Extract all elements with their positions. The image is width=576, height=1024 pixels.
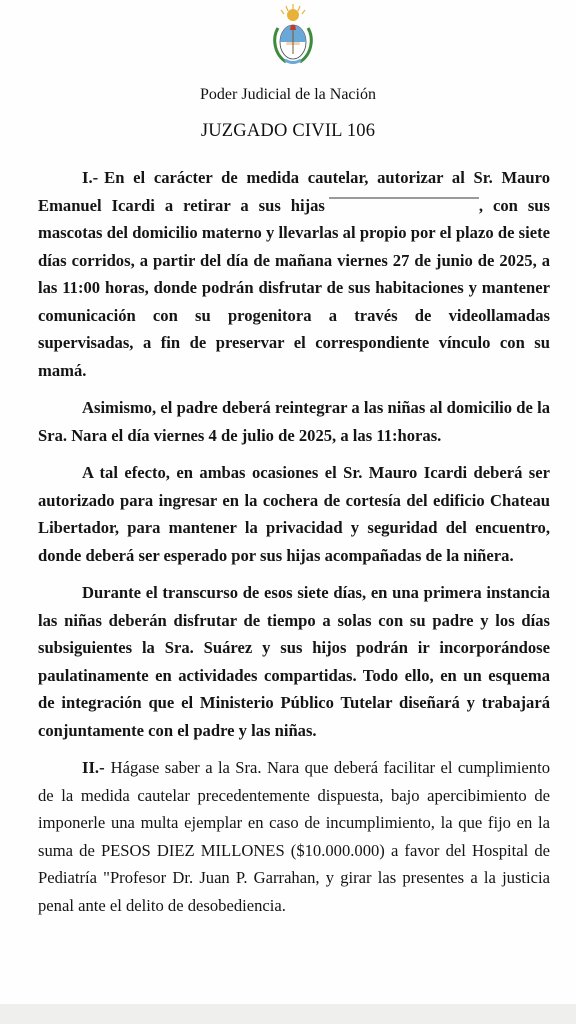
paragraph-1-text-before: En el carácter de medida cautelar, autorizar al Sr. Mauro Emanuel Icardi a retirar a sus hijas xyxy=(38,168,550,215)
paragraph-2: Asimismo, el padre deberá reintegrar a las niñas al domicilio de la Sra. Nara el día viernes 4 de julio de 2025, a las 11:horas. xyxy=(38,398,550,445)
paragraph-4: Durante el transcurso de esos siete días, en una primera instancia las niñas deberán disfrutar de tiempo a solas con su padre y los días subsiguientes la Sra. Suárez y sus hijos podrán ir incorporándose paulatinamente en actividades compartidas. Todo ello, en un esquema de integración que el Ministerio Público Tutelar diseñará y trabajará conjuntamente con el padre y las niñas. xyxy=(38,583,550,740)
paragraph-1 xyxy=(38,164,550,384)
redaction-mark xyxy=(329,197,479,213)
resolution-body xyxy=(38,164,550,929)
paragraph-5 xyxy=(38,754,550,919)
coat-of-arms-argentina-icon xyxy=(268,2,318,68)
paragraph-3: A tal efecto, en ambas ocasiones el Sr. Mauro Icardi deberá ser autorizado para ingresar en la cochera de cortesía del edificio Chateau Libertador, para mantener la privacidad y seguridad del encuentro, donde deberá ser esperado por sus hijas acompañadas de la niñera. xyxy=(38,463,550,565)
paragraph-5-text: Hágase saber a la Sra. Nara que deberá facilitar el cumplimiento de la medida cautelar precedentemente dispuesta, bajo apercibimiento de imponerle una multa ejemplar en caso de incumplimiento, la que fijo en la suma de PESOS DIEZ MILLONES ($10.000.000) a favor del Hospital de Pediatría "Profesor Dr. Juan P. Garrahan, y girar las presentes a la justicia penal ante el delito de desobediencia. xyxy=(38,758,550,915)
institution-title: Poder Judicial de la Nación xyxy=(200,86,376,103)
bottom-margin xyxy=(0,1004,576,1024)
court-title: JUZGADO CIVIL 106 xyxy=(200,121,376,141)
section-heading-1: I.- xyxy=(82,168,99,187)
section-heading-2: II.- xyxy=(82,758,105,777)
paragraph-1-text-after: , con sus mascotas del domicilio materno y llevarlas al propio por el plazo de siete días corridos, a partir del día de mañana viernes 27 de junio de 2025, a las 11:00 horas, donde podrán disfrutar de sus habitaciones y mantener comunicación con su progenitora a través de videollamadas supervisadas, a fin de preservar el correspondiente vínculo con su mamá. xyxy=(38,195,550,380)
